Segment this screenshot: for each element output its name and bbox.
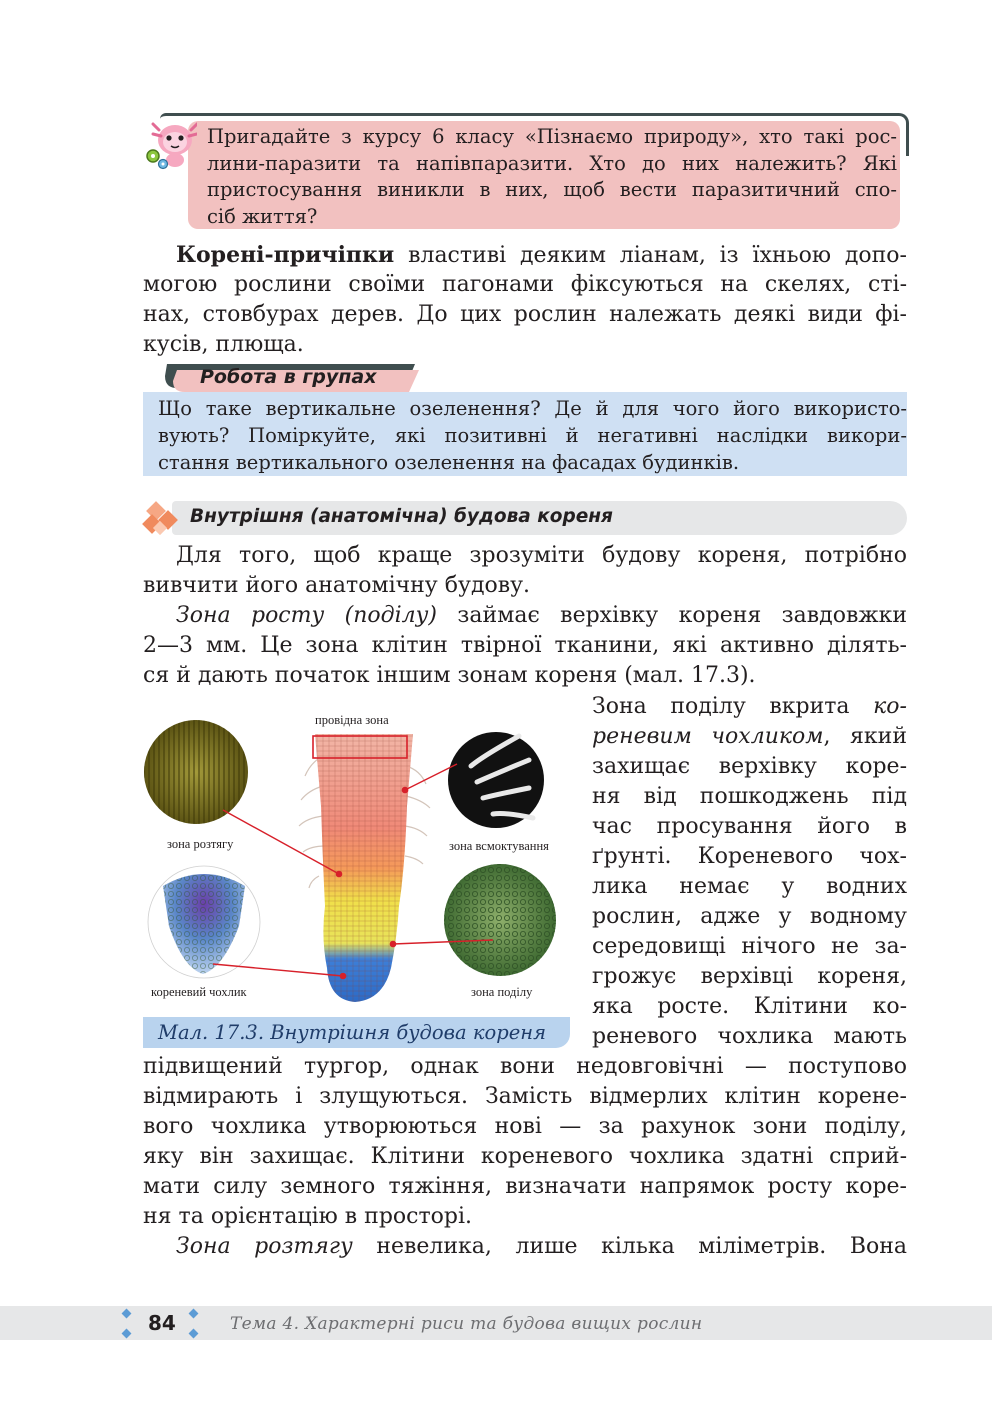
diamond-dots-icon — [121, 1308, 133, 1340]
term-elongation-zone: Зона розтягу — [176, 1234, 353, 1259]
paragraph-line — [592, 722, 907, 752]
text: властиві деяким ліанам, із їхньою допо- — [394, 243, 907, 268]
recall-line: пристосування виникли в них, щоб вести паразитичний спо- — [207, 178, 897, 201]
paragraph-line: лика немає у водних — [592, 874, 907, 899]
group-line: стання вертикального озеленення на фасадах будинків. — [158, 451, 740, 474]
paragraph-line: нах, стовбурах дерев. До цих рослин належать деякі види фі- — [143, 302, 907, 327]
diamond-dots-icon — [188, 1308, 200, 1340]
paragraph-line: вого чохлика утворюються нові — за рахунок зони поділу, — [143, 1114, 907, 1139]
paragraph-line: ся й дають початок іншим зонам кореня (мал. 17.3). — [143, 663, 756, 688]
figure-caption: Мал. 17.3. Внутрішня будова кореня — [158, 1021, 546, 1044]
term-clinging-roots: Корені-причіпки — [176, 242, 395, 268]
paragraph-line: підвищений тургор, однак вони недовговічні — поступово — [143, 1054, 907, 1079]
text: займає верхівку кореня завдовжки — [437, 603, 908, 628]
term-root-cap: реневим чохликом — [592, 724, 824, 749]
diamond-icon — [141, 499, 183, 537]
paragraph-line: час просування його в — [592, 814, 907, 839]
paragraph-line: яка росте. Клітини ко- — [592, 994, 907, 1019]
paragraph-line: середовищі нічого не за- — [592, 934, 907, 959]
running-footer: Тема 4. Характерні риси та будова вищих рослин — [230, 1314, 703, 1334]
paragraph-line: вивчити його анатомічну будову. — [143, 573, 531, 598]
paragraph-line: 2—3 мм. Це зона клітин твірної тканини, які активно ділять- — [143, 633, 907, 658]
group-work-question — [158, 395, 907, 476]
paragraph-line: ня від пошкоджень під — [592, 784, 907, 809]
page-number: 84 — [148, 1311, 176, 1335]
paragraph-line: Для того, щоб краще зрозуміти будову кореня, потрібно — [176, 543, 907, 568]
paragraph-line: мати силу земного тяжіння, визначати напрямок росту коре- — [143, 1174, 907, 1199]
label-division-zone: зона поділу — [471, 985, 533, 999]
paragraph-line: ня та орієнтацію в просторі. — [143, 1204, 473, 1229]
text: , який — [823, 724, 907, 749]
paragraph-line: відмирають і злущуються. Замість відмерлих клітин корене- — [143, 1084, 907, 1109]
group-work-label: Робота в групах — [200, 366, 377, 388]
paragraph-line — [176, 240, 907, 271]
paragraph-line: могою рослини своїми пагонами фіксуються на скелях, сті- — [143, 272, 907, 297]
root-diagram — [299, 734, 430, 1002]
paragraph-line: захищає верхівку коре- — [592, 754, 907, 779]
term-root-cap: ко- — [873, 694, 907, 719]
paragraph-line: кусів, плюща. — [143, 332, 304, 357]
text: Зона поділу вкрита — [592, 694, 850, 719]
label-absorption-zone: зона всмоктування — [449, 839, 549, 853]
recall-question — [207, 124, 897, 230]
label-elongation-zone: зона розтягу — [167, 837, 234, 851]
paragraph-line: яку він захищає. Клітини кореневого чохлика здатні сприй- — [143, 1144, 907, 1169]
recall-line: Пригадайте з курсу 6 класу «Пізнаємо природу», хто такі рос- — [207, 125, 897, 148]
paragraph-line: рослин, адже у водному — [592, 904, 907, 929]
section-title: Внутрішня (анатомічна) будова кореня — [190, 506, 613, 527]
term-growth-zone: Зона росту (поділу) — [176, 603, 438, 628]
label-conducting-zone: провідна зона — [315, 713, 389, 727]
paragraph-line: ґрунті. Кореневого чох- — [592, 844, 907, 869]
paragraph-line: грожує верхівці кореня, — [592, 964, 907, 989]
axolotl-mascot-icon — [141, 118, 197, 170]
root-structure-figure — [143, 706, 570, 1014]
recall-line: лини-паразити та напівпаразити. Хто до них належить? Які — [207, 151, 897, 175]
paragraph-line: реневого чохлика мають — [592, 1024, 907, 1049]
label-root-cap: кореневий чохлик — [151, 985, 247, 999]
paragraph-line — [176, 1232, 907, 1262]
recall-line: сіб життя? — [207, 204, 318, 228]
paragraph-line — [176, 601, 907, 631]
group-line: Що таке вертикальне озеленення? Де й для чого його використо- — [158, 397, 907, 420]
group-line: вують? Поміркуйте, які позитивні й негативні наслідки викори- — [158, 424, 907, 447]
paragraph-line — [592, 692, 907, 722]
text: невелика, лише кілька міліметрів. Вона — [352, 1234, 908, 1259]
